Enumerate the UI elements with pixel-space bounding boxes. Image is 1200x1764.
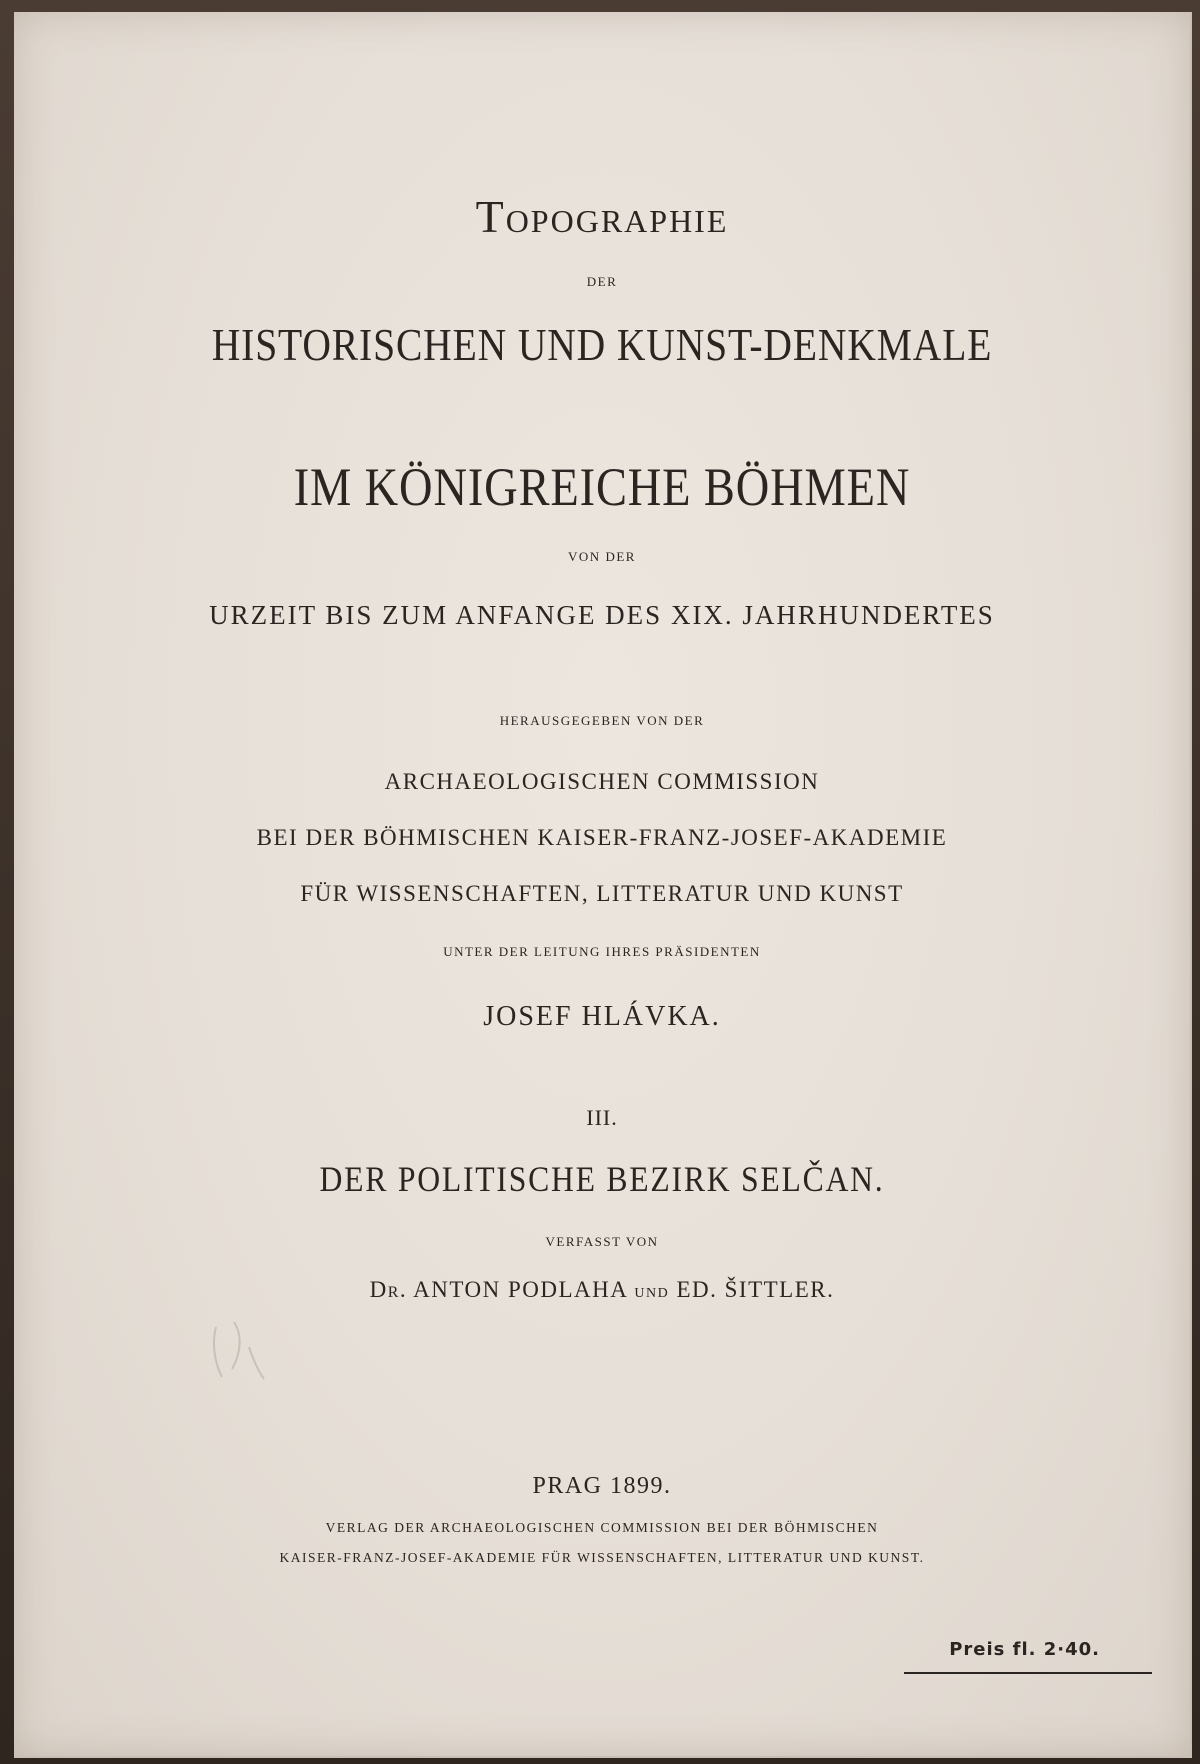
subject-title [96,318,1107,371]
publisher-line-2 [14,825,1190,851]
verfasst-line [14,1234,1190,1250]
volume-title [85,1158,1120,1200]
author-1: ANTON PODLAHA [413,1277,628,1302]
author-prefix: Dr. [369,1277,408,1302]
place-year-text: PRAG 1899. [532,1473,672,1499]
herausgegeben-line [14,713,1190,729]
imprint-line-2-text: KAISER-FRANZ-JOSEF-AKADEMIE FÜR WISSENSCHAFTEN, LITTERATUR UND KUNST. [279,1550,925,1565]
publisher-line-3-text: FÜR WISSENSCHAFTEN, LITTERATUR UND KUNST [300,881,904,906]
main-title [14,190,1190,243]
region-title-text: IM KÖNIGREICHE BÖHMEN [293,457,911,517]
volume-number [14,1105,1190,1131]
subject-title-text: HISTORISCHEN UND KUNST-DENKMALE [211,319,993,370]
publisher-line-2-text: BEI DER BÖHMISCHEN KAISER-FRANZ-JOSEF-AKADEMIE [256,825,948,850]
imprint-line-1-text: VERLAG DER ARCHAEOLOGISCHEN COMMISSION BEI DER BÖHMISCHEN [325,1520,879,1535]
der-text: DER [586,274,618,289]
der-line [14,274,1190,290]
von-der-line [14,549,1190,565]
leitung-line [14,944,1190,960]
president-name [14,1001,1190,1033]
volume-number-text: III. [586,1105,618,1130]
leitung-text: UNTER DER LEITUNG IHRES PRÄSIDENTEN [443,944,761,959]
authors-line [14,1277,1190,1303]
period-text: URZEIT BIS ZUM ANFANGE DES XIX. JAHRHUNDERTES [209,600,995,630]
imprint-line-2 [14,1550,1190,1566]
price-label: Preis fl. 2·40. [949,1639,1100,1660]
main-title-text: Topographie [475,191,729,242]
author-2: ED. ŠITTLER. [676,1277,835,1302]
publisher-line-1 [14,769,1190,795]
author-joiner: UND [634,1286,670,1301]
president-name-text: JOSEF HLÁVKA. [483,1001,721,1032]
publisher-line-1-text: ARCHAEOLOGISCHEN COMMISSION [384,769,820,794]
period-line [14,600,1190,631]
imprint-line-1 [14,1520,1190,1536]
title-page [14,12,1192,1758]
herausgegeben-text: HERAUSGEGEBEN VON DER [499,713,705,728]
publisher-line-3 [14,881,1190,907]
place-year [14,1473,1190,1500]
verfasst-text: VERFASST VON [545,1234,659,1249]
title-page-content [14,12,1190,1756]
von-der-text: VON DER [568,549,636,564]
volume-title-text: DER POLITISCHE BEZIRK SELČAN. [319,1159,885,1199]
region-title [96,456,1107,518]
pencil-mark [204,1307,284,1397]
price-underline [904,1672,1152,1674]
